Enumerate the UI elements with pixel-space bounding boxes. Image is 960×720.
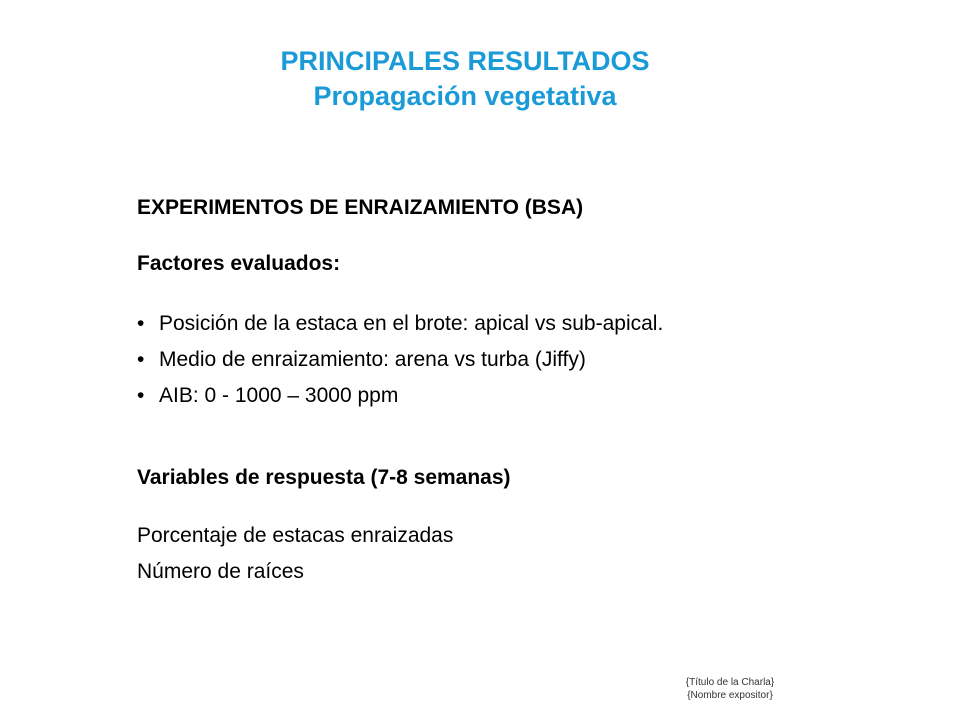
footer-talk-title: {Título de la Charla}	[685, 677, 775, 688]
title-subtitle: Propagación vegetativa	[313, 81, 617, 111]
list-item: Número de raíces	[137, 560, 304, 583]
variables-heading: Variables de respuesta (7-8 semanas)	[137, 466, 511, 489]
list-item: Porcentaje de estacas enraizadas	[137, 524, 454, 547]
factors-heading: Factores evaluados:	[137, 252, 341, 275]
bullet-icon: •	[137, 384, 145, 407]
slide-title	[0, 44, 930, 114]
bullet-icon: •	[137, 312, 145, 335]
list-item	[137, 306, 663, 342]
footer-presenter: {Nombre expositor}	[687, 690, 773, 701]
experiments-heading: EXPERIMENTOS DE ENRAIZAMIENTO (BSA)	[137, 196, 584, 219]
list-item	[137, 342, 663, 378]
bullet-icon: •	[137, 348, 145, 371]
factor-text: Posición de la estaca en el brote: apical vs sub-apical.	[159, 312, 664, 335]
factor-text: Medio de enraizamiento: arena vs turba (Jiffy)	[159, 348, 586, 371]
factors-list	[137, 306, 663, 414]
slide-footer	[660, 676, 800, 702]
list-item	[137, 378, 663, 414]
title-main: PRINCIPALES RESULTADOS	[280, 46, 650, 76]
factor-text: AIB: 0 - 1000 – 3000 ppm	[159, 384, 399, 407]
variables-list	[137, 518, 453, 590]
